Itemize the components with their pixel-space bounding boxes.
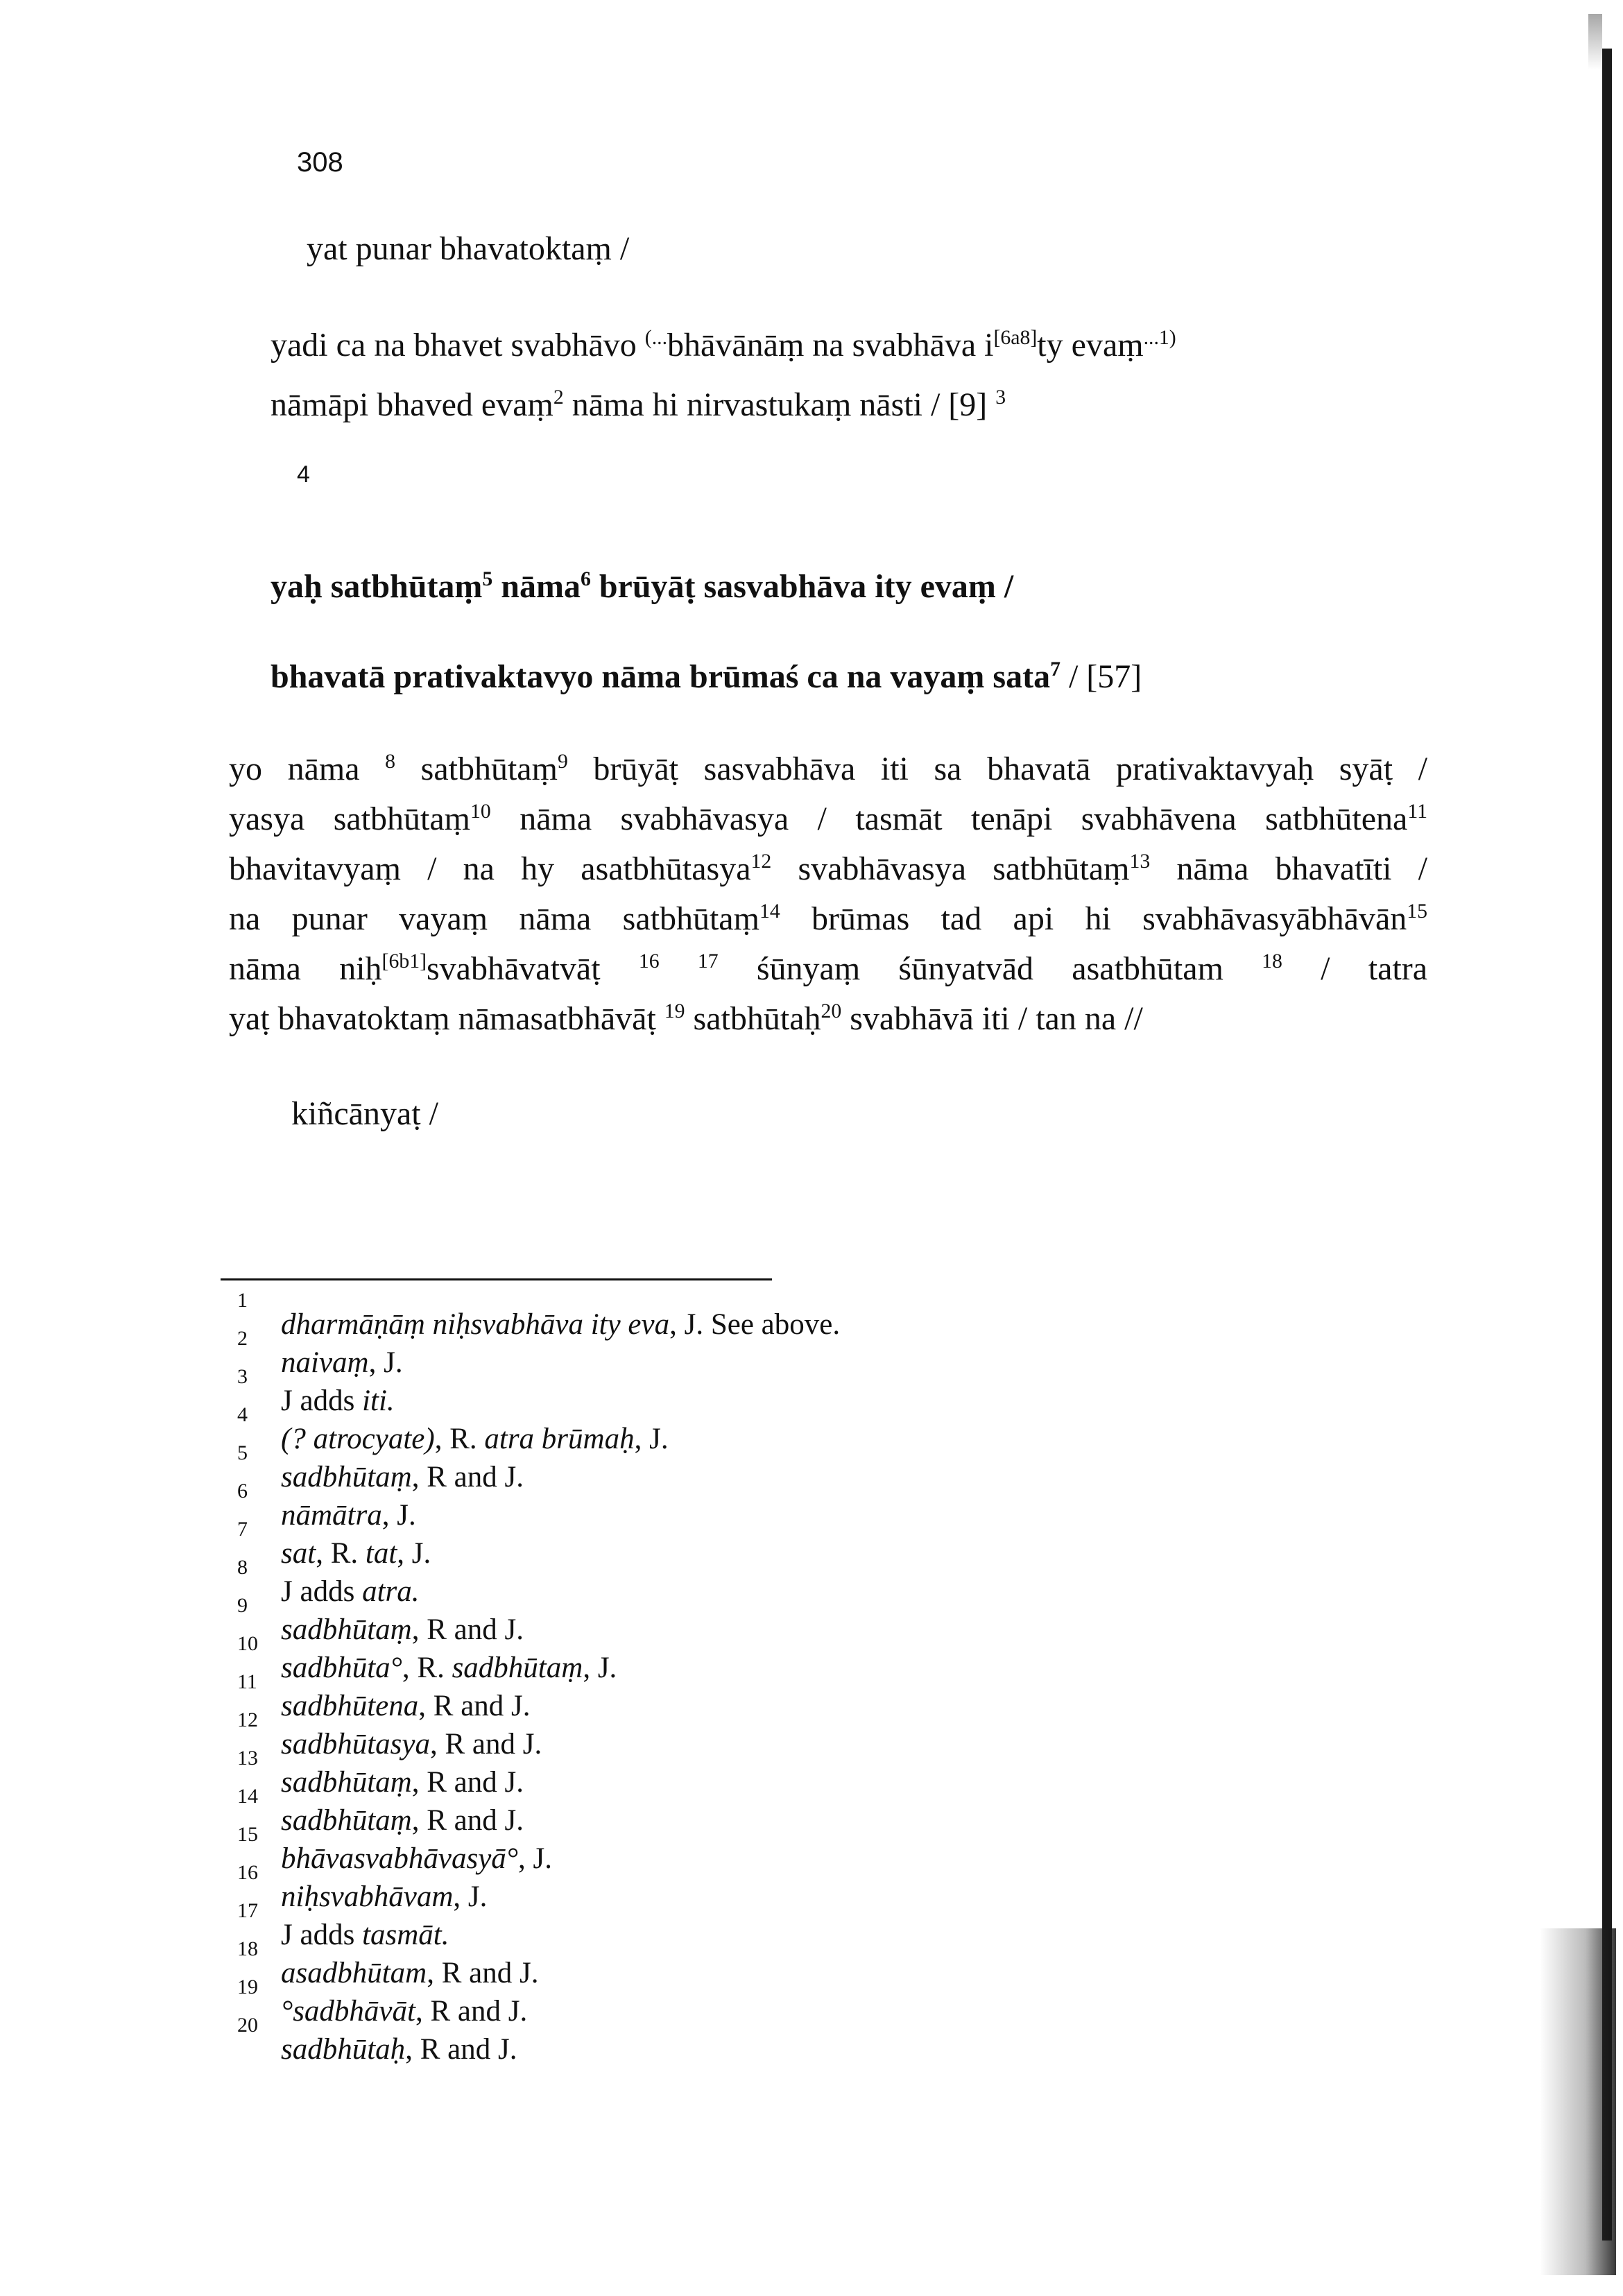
footnote-text: sadbhūtaṃ, R and J. [281, 1461, 524, 1493]
footnote-number: 9 [237, 1594, 248, 1617]
footnote-text: asadbhūtam, R and J. [281, 1957, 539, 1989]
footnote-text: (? atrocyate), R. atra brūmaḥ, J. [281, 1423, 669, 1455]
footnote-number: 19 [237, 1976, 258, 1998]
footnote-text: sadbhūta°, R. sadbhūtaṃ, J. [281, 1652, 617, 1684]
commentary-line-2: yasya satbhūtaṃ$^{10}$ nāma svabhāvasya / tasmāt tenāpi svabhāvena satbhūtena$^{11}$ [229, 800, 1427, 837]
karika-line-1: yaḥ satbhūtaṃ$^5$ nāma$^6$ brūyāṭ sasvabhāva ity evaṃ / [270, 567, 1014, 605]
footnote-marker-4: 4 [297, 461, 310, 488]
footnote-number: 8 [237, 1556, 248, 1579]
footnote-text: sat, R. tat, J. [281, 1537, 431, 1570]
footnote-number: 16 [237, 1861, 258, 1884]
commentary-line-5: nāma niḥ[6b1]svabhāvatvāṭ $^{16}$ $^{17}$ śūnyaṃ śūnyatvād asatbhūtam $^{18}$ / tatra [229, 950, 1428, 987]
footnote-text: °sadbhāvāt, R and J. [281, 1995, 528, 2028]
footnote-number: 11 [237, 1670, 257, 1693]
footnote-number: 13 [237, 1747, 258, 1770]
footnote-text: J adds atra. [281, 1575, 420, 1608]
footnote-number: 10 [237, 1632, 258, 1655]
footnote-number: 7 [237, 1518, 248, 1541]
footnote-number: 12 [237, 1708, 258, 1731]
footnote-text: J adds iti. [281, 1385, 395, 1417]
karika-line-2: bhavatā prativaktavyo nāma brūmaś ca na vayaṃ sata$^7$ / [57] [270, 658, 1142, 695]
footnote-text: sadbhūtaṃ, R and J. [281, 1804, 524, 1837]
text-line-1: yat punar bhavatoktaṃ / [307, 230, 630, 267]
footnote-number: 15 [237, 1823, 258, 1846]
footnote-number: 5 [237, 1441, 248, 1464]
footnote-number: 18 [237, 1937, 258, 1960]
commentary-line-6: yaṭ bhavatoktaṃ nāmasatbhāvāṭ $^{19}$ satbhūtaḥ$^{20}$ svabhāvā iti / tan na // [229, 1000, 1143, 1037]
commentary-line-3: bhavitavyaṃ / na hy asatbhūtasya$^{12}$ svabhāvasya satbhūtaṃ$^{13}$ nāma bhavatīti / [229, 850, 1428, 887]
footnote-text: sadbhūtaṃ, R and J. [281, 1613, 524, 1646]
text-line-kincanyat: kiñcānyaṭ / [291, 1095, 438, 1132]
footnote-text: sadbhūtaḥ, R and J. [281, 2033, 517, 2066]
footnote-text: J adds tasmāt. [281, 1919, 449, 1951]
footnote-text: naivaṃ, J. [281, 1346, 403, 1379]
page-number: 308 [297, 147, 343, 178]
scan-edge-gradient [1540, 1928, 1616, 2275]
commentary-line-1: yo nāma $^8$ satbhūtaṃ$^9$ brūyāṭ sasvabhāva iti sa bhavatā prativaktavyaḥ syāṭ / [229, 750, 1428, 787]
footnote-text: bhāvasvabhāvasyā°, J. [281, 1842, 552, 1875]
footnote-text: sadbhūtaṃ, R and J. [281, 1766, 524, 1799]
footnote-number: 4 [237, 1403, 248, 1426]
commentary-line-4: na punar vayaṃ nāma satbhūtaṃ$^{14}$ brūmas tad api hi svabhāvasyābhāvān$^{15}$ [229, 900, 1428, 937]
verse-line-1: yadi ca na bhavet svabhāvo (...bhāvānāṃ na svabhāva i[6a8]ty evaṃ$^{...1)}$ [270, 326, 1176, 363]
footnote-text: sadbhūtena, R and J. [281, 1690, 531, 1722]
footnote-text: nāmātra, J. [281, 1499, 416, 1532]
footnote-number: 20 [237, 2014, 258, 2037]
footnote-text: dharmāṇāṃ niḥsvabhāva ity eva, J. See above. [281, 1308, 841, 1341]
footnote-text: sadbhūtasya, R and J. [281, 1728, 542, 1760]
footnote-number: 1 [237, 1289, 248, 1312]
scan-edge-shadow [1602, 49, 1612, 2241]
scan-edge-top-gradient [1588, 14, 1602, 69]
verse-line-2: nāmāpi bhaved evaṃ$^2$ nāma hi nirvastukaṃ nāsti / [9] $^3$ [270, 386, 1006, 423]
footnote-rule [221, 1278, 772, 1280]
footnote-text: niḥsvabhāvam, J. [281, 1881, 488, 1913]
footnote-number: 3 [237, 1365, 248, 1388]
footnote-number: 2 [237, 1327, 248, 1350]
footnote-number: 17 [237, 1899, 258, 1922]
footnote-number: 14 [237, 1785, 258, 1808]
footnote-number: 6 [237, 1480, 248, 1502]
